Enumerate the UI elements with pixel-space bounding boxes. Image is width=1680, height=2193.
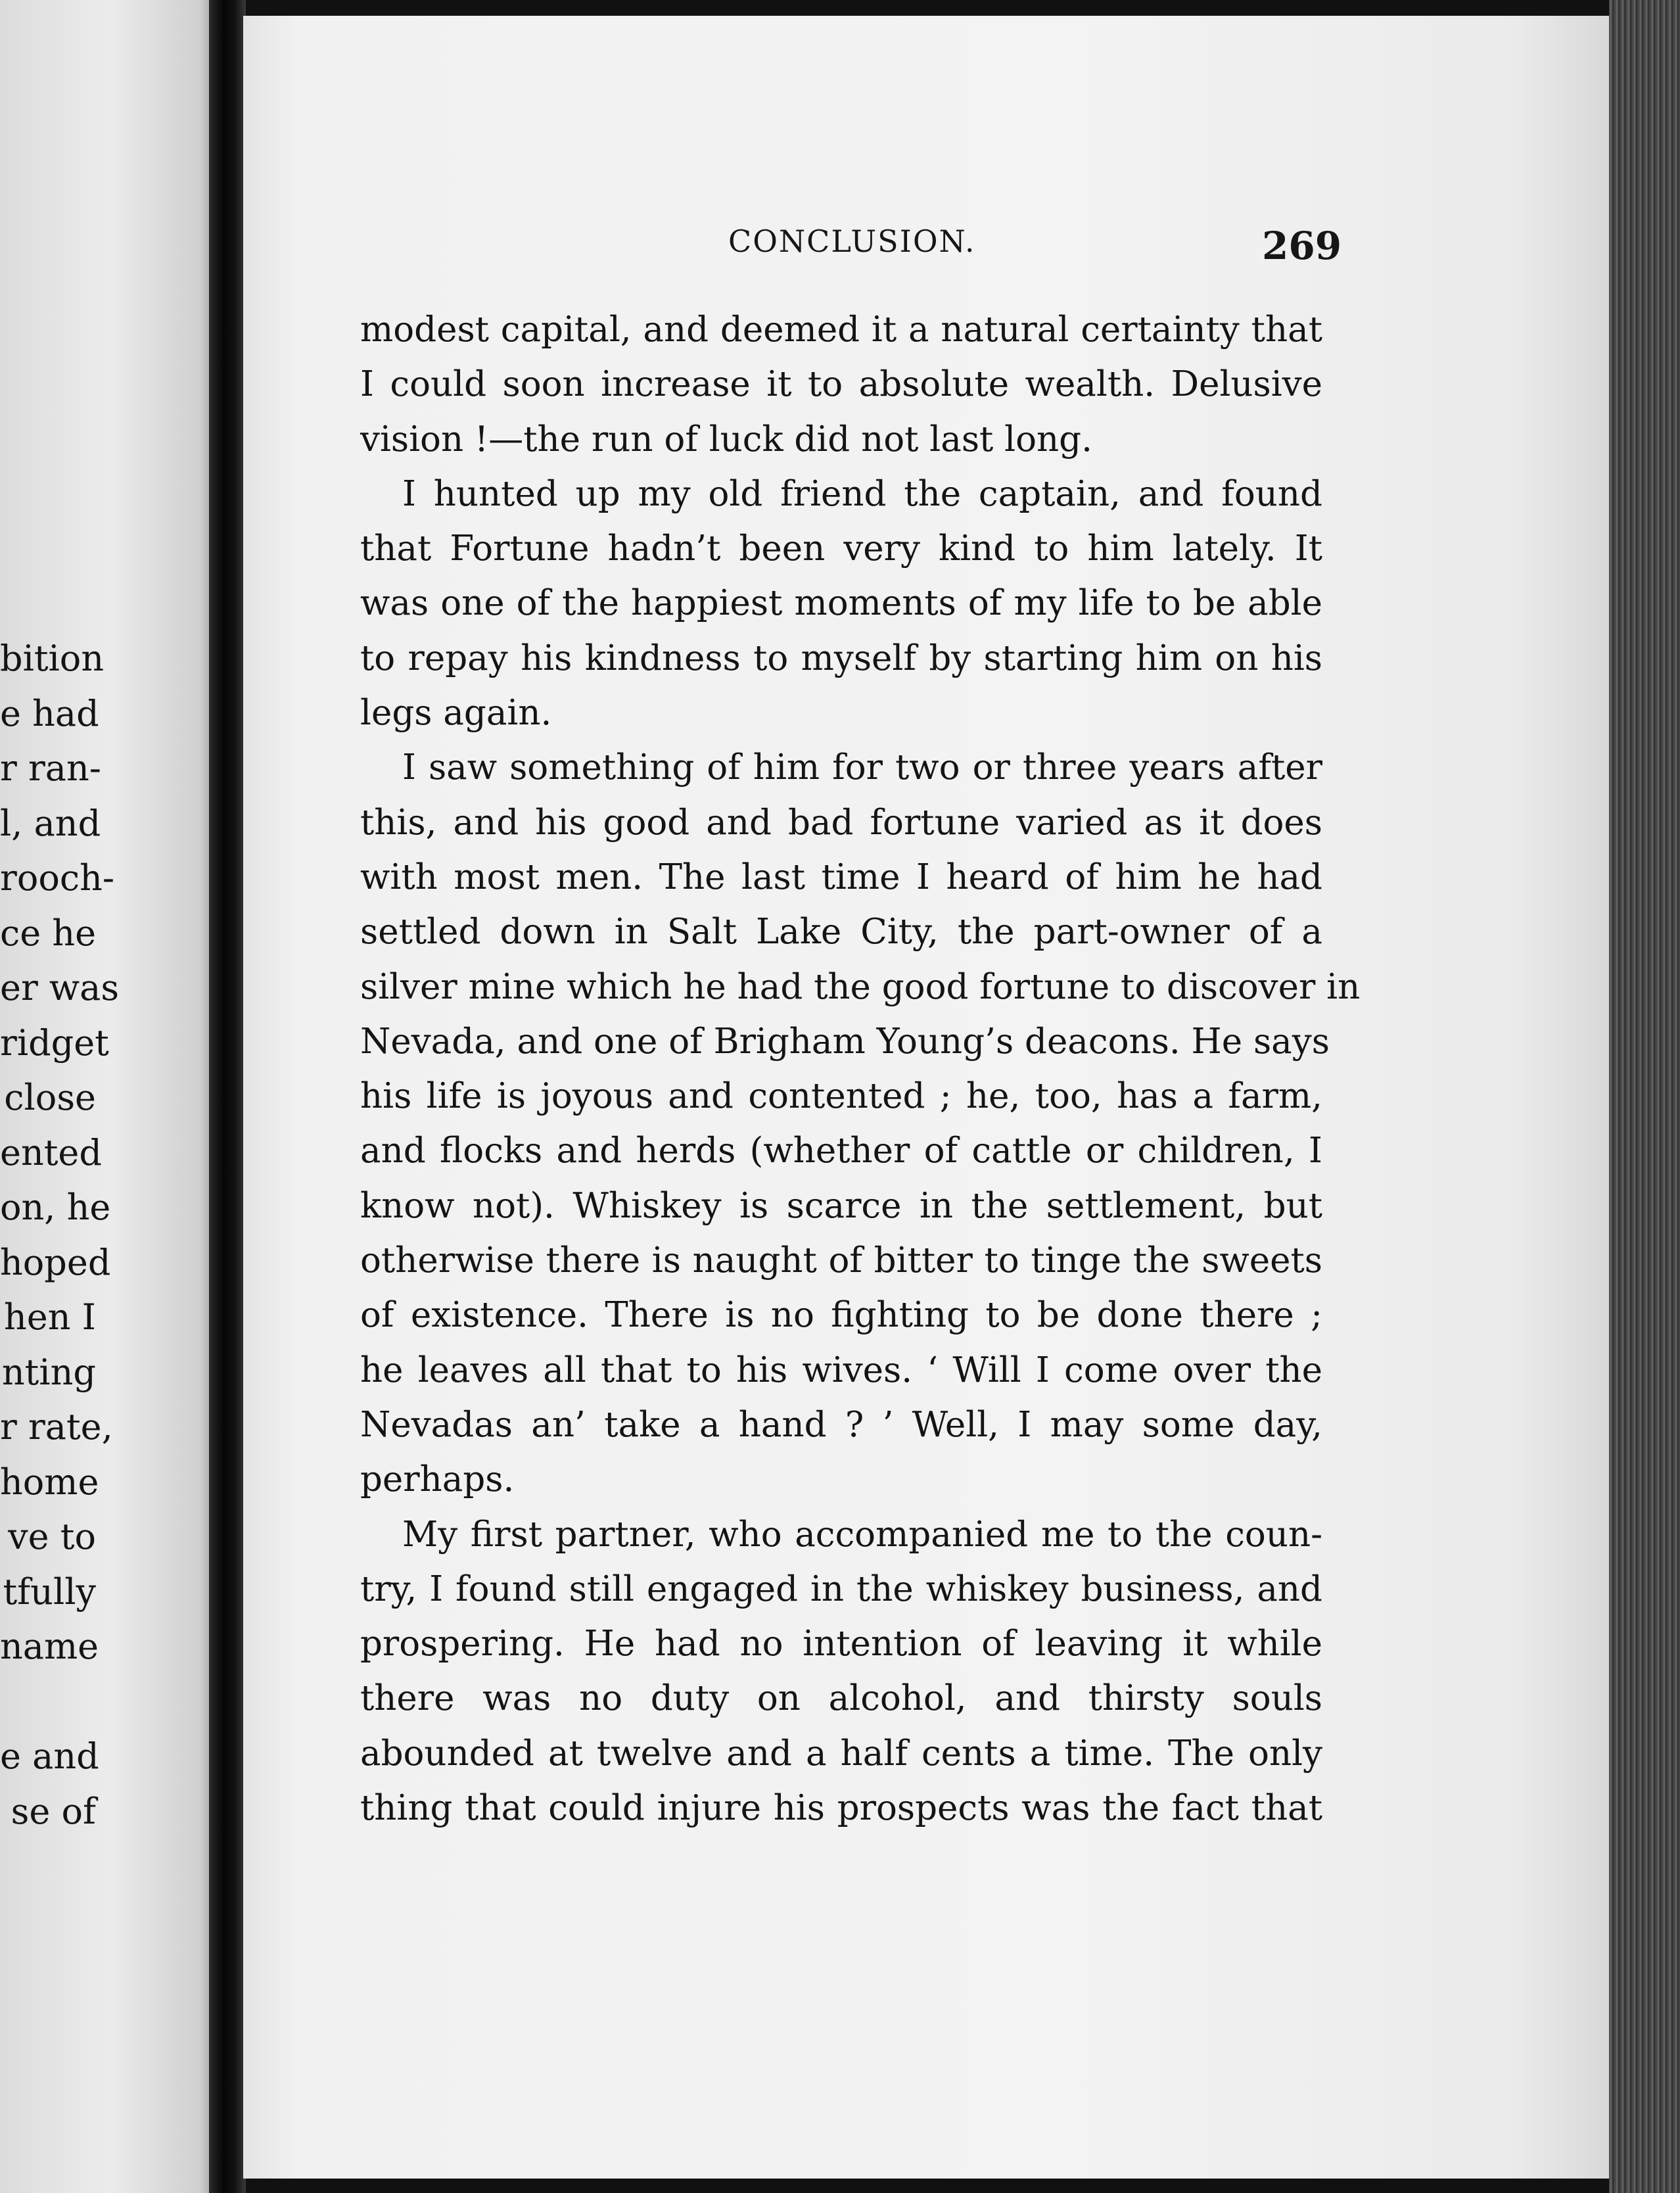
text-line: that Fortune hadn’t been very kind to him lately. It [360, 529, 1322, 569]
text-line: prospering. He had no intention of leaving it while [360, 1624, 1322, 1664]
facing-line: hoped [0, 1241, 111, 1283]
text-line: he leaves all that to his wives. ‘ Will I come over the [360, 1350, 1322, 1390]
facing-page-text [0, 631, 120, 1839]
book-gutter [209, 0, 246, 2193]
text-line: was one of the happiest moments of my life to be able [360, 583, 1322, 624]
text-line: I could soon increase it to absolute wealth. Delusive [360, 364, 1322, 405]
facing-line: ridget [0, 1022, 109, 1064]
facing-line: r ran- [0, 747, 102, 789]
facing-line: rooch- [0, 857, 115, 899]
facing-line: ce he [0, 912, 97, 954]
facing-line: hen I [3, 1296, 96, 1338]
facing-line: se of [11, 1790, 96, 1832]
facing-line: e and [0, 1735, 99, 1777]
text-line: My first partner, who accompanied me to the coun- [402, 1514, 1322, 1555]
text-line: there was no duty on alcohol, and thirsty souls [360, 1678, 1322, 1719]
text-line: modest capital, and deemed it a natural certainty that [360, 310, 1322, 350]
text-line: I saw something of him for two or three years after [402, 747, 1322, 788]
text-line: know not). Whiskey is scarce in the settlement, but [360, 1185, 1322, 1226]
text-line: legs again. [360, 693, 552, 734]
page-number: 269 [1262, 224, 1342, 268]
facing-line: tfully [3, 1570, 96, 1613]
text-line: thing that could injure his prospects was the fact that [360, 1788, 1322, 1829]
text-line: to repay his kindness to myself by starting him on his [360, 638, 1322, 678]
facing-line: bition [0, 638, 105, 679]
facing-line: nting [1, 1351, 96, 1393]
facing-line: l, and [0, 802, 101, 844]
facing-line: close [4, 1077, 96, 1118]
facing-line: ve to [8, 1516, 96, 1557]
running-head: CONCLUSION. [728, 224, 976, 259]
facing-line: ented [0, 1131, 102, 1173]
text-line: with most men. The last time I heard of him he had [360, 857, 1322, 897]
facing-page [0, 0, 217, 2193]
text-line: vision !—the run of luck did not last long. [360, 419, 1092, 460]
text-line: try, I found still engaged in the whiskey business, and [360, 1568, 1322, 1609]
text-line: perhaps. [360, 1459, 515, 1500]
text-line: of existence. There is no fighting to be done there ; [360, 1295, 1322, 1336]
facing-line: r rate, [0, 1406, 113, 1448]
facing-line: home [0, 1461, 99, 1503]
facing-line: er was [0, 967, 120, 1008]
text-line: I hunted up my old friend the captain, and found [402, 473, 1322, 514]
facing-line: e had [0, 692, 99, 734]
text-line: this, and his good and bad fortune varied as it does [360, 802, 1322, 843]
text-line: abounded at twelve and a half cents a time. The only [360, 1733, 1322, 1774]
text-line: and flocks and herds (whether of cattle or children, I [360, 1131, 1322, 1171]
text-line: Nevadas an’ take a hand ? ’ Well, I may some day, [360, 1404, 1322, 1445]
page-body-text [360, 302, 1361, 1835]
facing-line [0, 1674, 96, 1730]
page-edges [1609, 0, 1680, 2193]
facing-line: on, he [0, 1187, 111, 1228]
text-line: settled down in Salt Lake City, the part-owner of a [360, 912, 1322, 953]
text-line: otherwise there is naught of bitter to tinge the sweets [360, 1240, 1322, 1281]
text-line: silver mine which he had the good fortune to discover in [360, 966, 1361, 1007]
text-line: Nevada, and one of Brigham Young’s deacons. He says [360, 1021, 1330, 1062]
text-line: his life is joyous and contented ; he, too, has a farm, [360, 1076, 1322, 1117]
facing-line: name [0, 1626, 99, 1667]
